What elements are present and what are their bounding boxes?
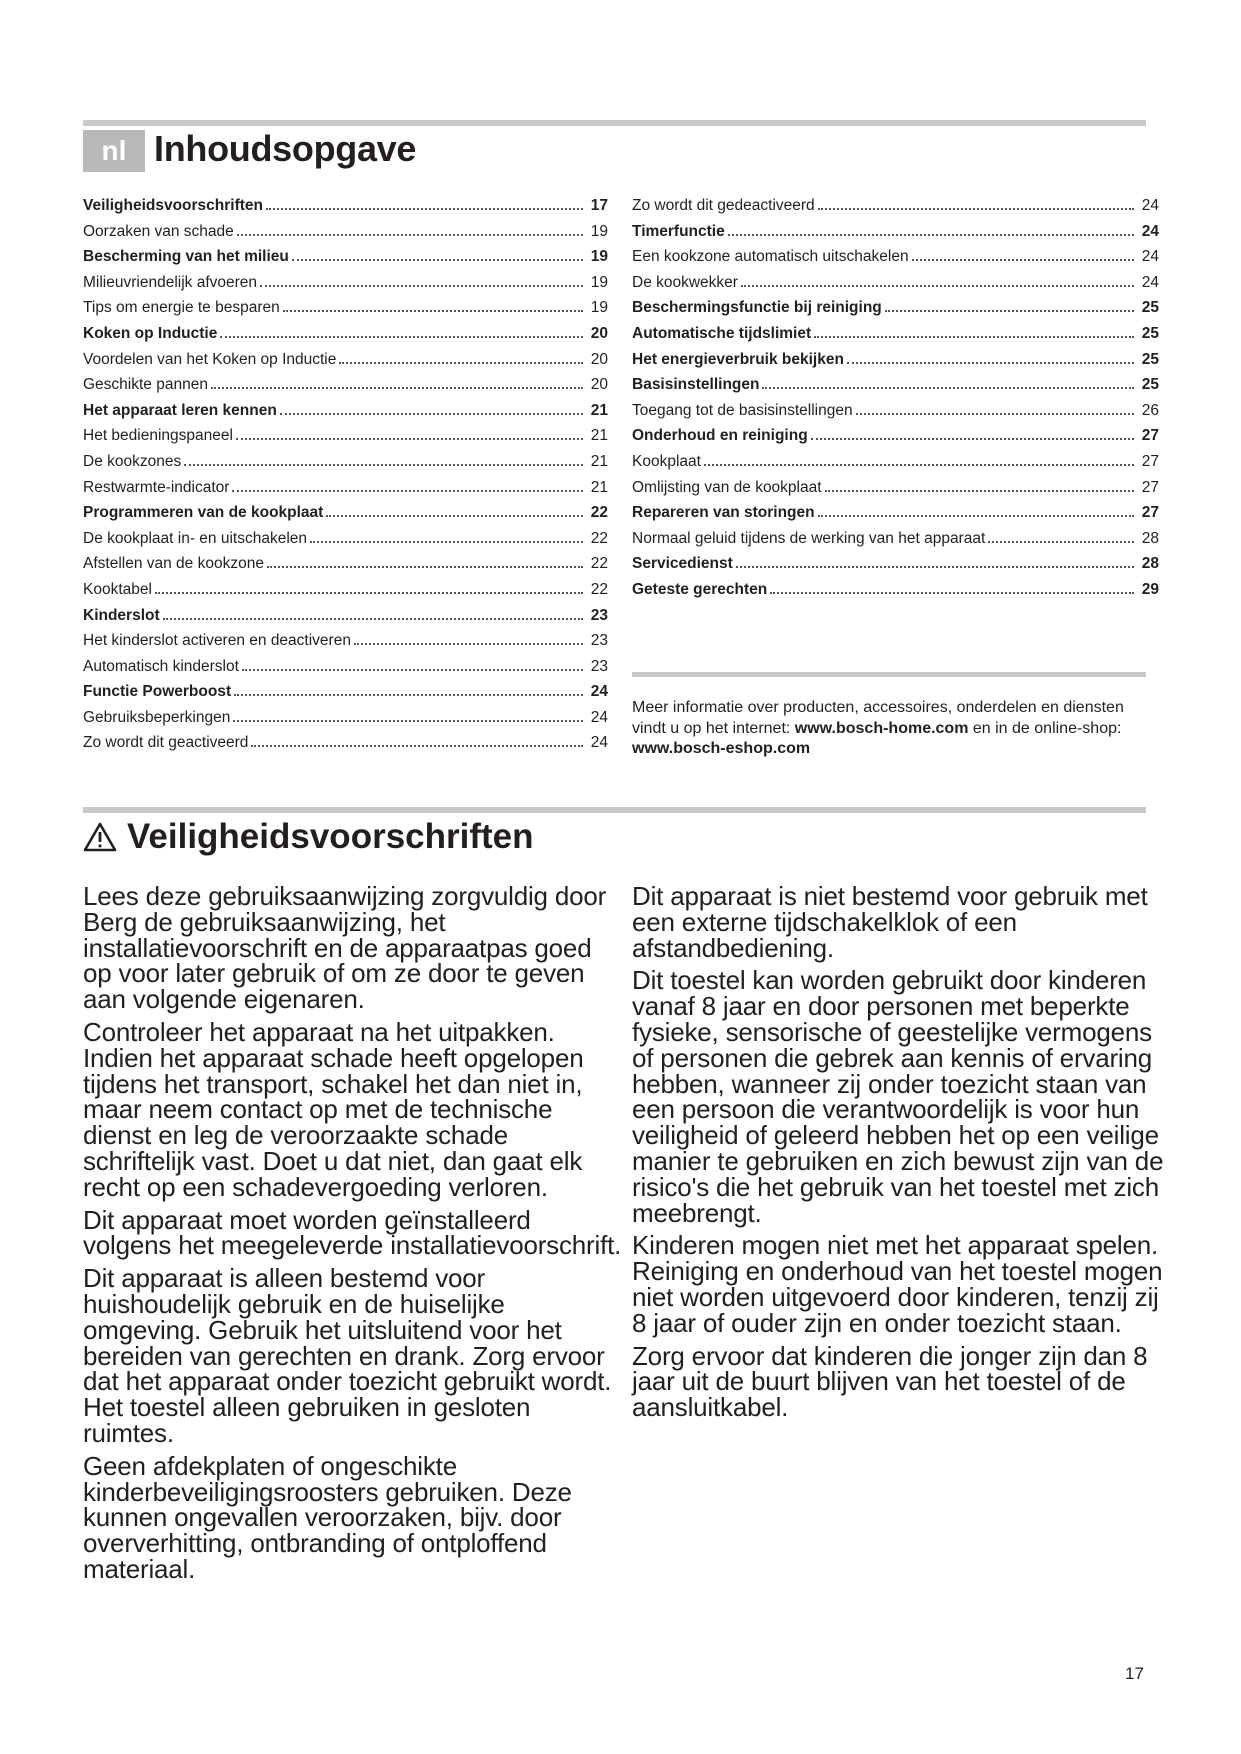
- toc-entry[interactable]: [83, 657, 608, 683]
- safety-title-text: Veiligheidsvoorschriften: [127, 817, 534, 856]
- toc-entry-label: Afstellen van de kookzone: [83, 555, 264, 573]
- toc-dot-leader: [211, 375, 583, 389]
- toc-dot-leader: [242, 657, 583, 671]
- toc-entry-page: 22: [590, 555, 608, 573]
- toc-entry-label: Normaal geluid tijdens de werking van het apparaat: [632, 529, 986, 547]
- toc-entry-page: 24: [1141, 222, 1159, 240]
- toc-dot-leader: [814, 324, 1134, 338]
- toc-right-column: [632, 196, 1159, 606]
- toc-entry-label: Servicedienst: [632, 555, 733, 573]
- toc-entry-label: Repareren van storingen: [632, 504, 815, 522]
- toc-entry-label: Oorzaken van schade: [83, 222, 234, 240]
- toc-entry-page: 17: [590, 197, 608, 214]
- toc-entry-page: 19: [590, 273, 608, 291]
- toc-entry[interactable]: [83, 426, 608, 452]
- toc-entry[interactable]: [83, 708, 608, 734]
- toc-entry-page: 22: [590, 529, 608, 547]
- toc-entry-label: Het kinderslot activeren en deactiveren: [83, 632, 351, 650]
- toc-entry[interactable]: [83, 298, 608, 324]
- web-link-eshop[interactable]: www.bosch-eshop.com: [632, 740, 811, 757]
- toc-entry-label: Zo wordt dit gedeactiveerd: [632, 197, 815, 214]
- toc-dot-leader: [912, 247, 1134, 261]
- toc-dot-leader: [236, 426, 583, 440]
- toc-entry-label: Het energieverbruik bekijken: [632, 350, 844, 368]
- toc-entry[interactable]: [632, 580, 1159, 606]
- toc-dot-leader: [184, 452, 583, 466]
- toc-dot-leader: [728, 222, 1134, 236]
- toc-entry-label: Het bedieningspaneel: [83, 427, 233, 445]
- toc-entry-page: 24: [590, 734, 608, 752]
- toc-entry[interactable]: [83, 478, 608, 504]
- section-divider: [83, 807, 1146, 813]
- toc-entry-page: 23: [590, 606, 608, 624]
- safety-paragraph: Lees deze gebruiksaanwijzing zorgvuldig door Berg de gebruiksaanwijzing, het installatievoorschrift en de apparaatpas goed op voor later gebruik of om ze door te geven aan volgende eigenaren.: [83, 881, 607, 1015]
- toc-entry-page: 21: [590, 452, 608, 470]
- toc-entry[interactable]: [632, 247, 1159, 273]
- toc-entry-label: Geschikte pannen: [83, 376, 208, 394]
- toc-entry-label: Geteste gerechten: [632, 580, 768, 598]
- toc-dot-leader: [155, 580, 583, 594]
- toc-dot-leader: [233, 708, 583, 722]
- toc-dot-leader: [234, 682, 583, 696]
- toc-entry[interactable]: [632, 298, 1159, 324]
- toc-entry-page: 25: [1141, 350, 1159, 368]
- top-divider: [83, 120, 1146, 126]
- toc-entry-page: 27: [1141, 452, 1159, 470]
- toc-entry-label: Veiligheidsvoorschriften: [83, 197, 264, 214]
- toc-entry-label: Gebruiksbeperkingen: [83, 708, 231, 726]
- toc-entry-label: Timerfunctie: [632, 222, 725, 240]
- toc-dot-leader: [220, 324, 583, 338]
- toc-entry-page: 28: [1141, 529, 1159, 547]
- web-note: [632, 698, 1142, 760]
- toc-dot-leader: [811, 426, 1134, 440]
- toc-entry[interactable]: [83, 682, 608, 708]
- toc-dot-leader: [762, 375, 1134, 389]
- safety-paragraph: Kinderen mogen niet met het apparaat spelen. Reiniging en onderhoud van het toestel mogen niet worden uitgevoerd door kinderen, tenzij zij 8 jaar of ouder zijn en onder toezicht staan.: [632, 1230, 1163, 1338]
- toc-entry-page: 19: [590, 248, 608, 266]
- toc-entry-label: Automatisch kinderslot: [83, 657, 239, 675]
- toc-entry-page: 23: [590, 632, 608, 650]
- toc-entry-label: Onderhoud en reiniging: [632, 427, 808, 445]
- toc-entry-page: 25: [1141, 324, 1159, 342]
- safety-paragraph: Dit toestel kan worden gebruikt door kinderen vanaf 8 jaar en door personen met beperkte fysieke, sensorische of geestelijke vermogens of personen die gebrek aan kennis of ervaring hebben, wanneer zij onder toezicht staan van een persoon die verantwoordelijk is voor hun veiligheid of geleerd hebben het op een veilige manier te gebruiken en zich bewust zijn van de risico's die het gebruik van het toestel met zich meebrengt.: [632, 965, 1164, 1228]
- toc-dot-leader: [770, 580, 1134, 594]
- toc-entry-page: 20: [590, 376, 608, 394]
- toc-entry-page: 24: [1141, 273, 1159, 291]
- toc-dot-leader: [885, 298, 1134, 312]
- web-note-divider: [632, 672, 1146, 677]
- toc-dot-leader: [988, 529, 1134, 543]
- toc-entry[interactable]: [632, 478, 1159, 504]
- toc-dot-leader: [326, 503, 583, 517]
- toc-entry-page: 28: [1141, 555, 1159, 573]
- toc-entry-label: Kinderslot: [83, 606, 160, 624]
- warning-triangle-icon: [83, 822, 117, 852]
- toc-entry[interactable]: [83, 375, 608, 401]
- toc-entry-page: 29: [1141, 580, 1159, 598]
- toc-entry-page: 25: [1141, 299, 1159, 317]
- toc-entry[interactable]: [632, 401, 1159, 427]
- toc-entry-label: Bescherming van het milieu: [83, 248, 289, 266]
- language-tab: nl: [83, 130, 145, 172]
- toc-entry[interactable]: [83, 733, 608, 759]
- toc-dot-leader: [266, 196, 583, 210]
- toc-entry[interactable]: [632, 273, 1159, 299]
- toc-entry-page: 27: [1141, 478, 1159, 496]
- toc-entry-page: 24: [590, 708, 608, 726]
- toc-entry[interactable]: [83, 631, 608, 657]
- web-note-text-2: en in de online-shop:: [968, 719, 1122, 737]
- toc-entry-label: Programmeren van de kookplaat: [83, 504, 324, 522]
- toc-entry-page: 21: [590, 478, 608, 496]
- safety-paragraph: Geen afdekplaten of ongeschikte kinderbeveiligingsroosters gebruiken. Deze kunnen ongevallen veroorzaken, bijv. door oververhitting, ontbranding of ontploffend materiaal.: [83, 1450, 572, 1584]
- page-number: 17: [1125, 1664, 1144, 1683]
- toc-entry-page: 22: [590, 504, 608, 522]
- toc-dot-leader: [354, 631, 583, 645]
- toc-entry-page: 27: [1141, 504, 1159, 522]
- toc-dot-leader: [237, 222, 583, 236]
- toc-entry-label: Beschermingsfunctie bij reiniging: [632, 299, 882, 317]
- toc-entry-label: Basisinstellingen: [632, 376, 760, 394]
- toc-entry[interactable]: [83, 580, 608, 606]
- toc-entry-page: 20: [590, 324, 608, 342]
- toc-entry-label: Voordelen van het Koken op Inductie: [83, 350, 337, 368]
- toc-entry-page: 27: [1141, 427, 1159, 445]
- safety-paragraph: Dit apparaat is niet bestemd voor gebruik met een externe tijdschakelklok of een afstandbediening.: [632, 881, 1148, 963]
- toc-entry[interactable]: [632, 426, 1159, 452]
- safety-paragraph: Dit apparaat is alleen bestemd voor huishoudelijk gebruik en de huiselijke omgeving. Gebruik het uitsluitend voor het bereiden van gerechten en drank. Zorg ervoor dat het apparaat onder toezicht gebruikt wordt. Het toestel alleen gebruiken in gesloten ruimtes.: [83, 1263, 612, 1448]
- toc-entry-label: Automatische tijdslimiet: [632, 324, 812, 342]
- toc-entry[interactable]: [632, 350, 1159, 376]
- toc-dot-leader: [232, 478, 583, 492]
- toc-entry[interactable]: [83, 350, 608, 376]
- safety-right-column: [632, 881, 1172, 1428]
- toc-dot-leader: [251, 733, 583, 747]
- toc-entry[interactable]: [83, 273, 608, 299]
- toc-entry-page: 22: [590, 580, 608, 598]
- toc-dot-leader: [339, 350, 583, 364]
- toc-entry-label: Het apparaat leren kennen: [83, 401, 277, 419]
- toc-dot-leader: [818, 196, 1134, 210]
- toc-dot-leader: [856, 401, 1134, 415]
- toc-entry-label: Kookplaat: [632, 452, 701, 470]
- toc-entry[interactable]: [83, 503, 608, 529]
- toc-entry-label: Koken op Inductie: [83, 324, 218, 342]
- toc-entry[interactable]: [632, 222, 1159, 248]
- toc-entry-page: 24: [1141, 248, 1159, 266]
- toc-dot-leader: [283, 298, 583, 312]
- toc-entry[interactable]: [83, 554, 608, 580]
- toc-entry-label: Functie Powerboost: [83, 683, 232, 701]
- web-link-home[interactable]: www.bosch-home.com: [794, 719, 969, 737]
- toc-dot-leader: [310, 529, 583, 543]
- toc-entry-page: 24: [1141, 197, 1159, 214]
- toc-entry[interactable]: [632, 554, 1159, 580]
- toc-entry[interactable]: [632, 375, 1159, 401]
- toc-entry[interactable]: [83, 606, 608, 632]
- toc-dot-leader: [736, 554, 1134, 568]
- toc-dot-leader: [825, 478, 1134, 492]
- toc-entry[interactable]: [83, 452, 608, 478]
- toc-entry-label: Restwarmte-indicator: [83, 478, 230, 496]
- toc-title: Inhoudsopgave: [154, 128, 417, 169]
- toc-dot-leader: [741, 273, 1134, 287]
- toc-dot-leader: [292, 247, 583, 261]
- toc-dot-leader: [280, 401, 583, 415]
- toc-entry-page: 20: [590, 350, 608, 368]
- toc-entry-label: De kookplaat in- en uitschakelen: [83, 529, 308, 547]
- toc-entry[interactable]: [83, 324, 608, 350]
- toc-dot-leader: [818, 503, 1134, 517]
- safety-section-title: [83, 817, 534, 857]
- toc-entry-label: Een kookzone automatisch uitschakelen: [632, 248, 909, 266]
- toc-dot-leader: [704, 452, 1134, 466]
- toc-entry[interactable]: [83, 222, 608, 248]
- toc-entry[interactable]: [632, 452, 1159, 478]
- toc-entry-page: 24: [590, 683, 608, 701]
- toc-left-column: [83, 196, 608, 759]
- safety-left-column: [83, 881, 623, 1590]
- toc-entry-page: 25: [1141, 376, 1159, 394]
- toc-entry-label: Zo wordt dit geactiveerd: [83, 734, 249, 752]
- toc-entry[interactable]: [632, 503, 1159, 529]
- toc-entry-label: Kooktabel: [83, 580, 152, 598]
- toc-entry-page: 21: [590, 427, 608, 445]
- toc-entry-label: Omlijsting van de kookplaat: [632, 478, 822, 496]
- toc-entry-page: 19: [590, 299, 608, 317]
- safety-paragraph: Dit apparaat moet worden geïnstalleerd volgens het meegeleverde installatievoorschrift.: [83, 1204, 622, 1261]
- toc-entry-page: 19: [590, 222, 608, 240]
- toc-entry-label: De kookzones: [83, 452, 182, 470]
- toc-entry-page: 26: [1141, 401, 1159, 419]
- toc-entry[interactable]: [83, 529, 608, 555]
- toc-entry-page: 21: [590, 401, 608, 419]
- toc-dot-leader: [260, 273, 583, 287]
- toc-entry[interactable]: [632, 196, 1159, 222]
- web-note-text-1: Meer informatie over producten, accessoires, onderdelen en diensten vindt u op het internet:: [632, 699, 1124, 737]
- toc-entry[interactable]: [632, 324, 1159, 350]
- toc-entry-page: 23: [590, 657, 608, 675]
- toc-entry[interactable]: [83, 247, 608, 273]
- toc-dot-leader: [847, 350, 1134, 364]
- toc-entry[interactable]: [83, 401, 608, 427]
- toc-entry-label: Milieuvriendelijk afvoeren: [83, 273, 258, 291]
- toc-entry-label: De kookwekker: [632, 273, 738, 291]
- toc-dot-leader: [163, 606, 583, 620]
- toc-dot-leader: [267, 554, 583, 568]
- toc-entry-label: Toegang tot de basisinstellingen: [632, 401, 853, 419]
- safety-paragraph: Zorg ervoor dat kinderen die jonger zijn dan 8 jaar uit de buurt blijven van het toestel of de aansluitkabel.: [632, 1340, 1148, 1423]
- toc-entry-label: Tips om energie te besparen: [83, 299, 280, 317]
- safety-paragraph: Controleer het apparaat na het uitpakken. Indien het apparaat schade heeft opgelopen tijdens het transport, schakel het dan niet in, maar neem contact op met de technische dienst en leg de veroorzaakte schade schriftelijk vast. Doet u dat niet, dan gaat elk recht op een schadevergoeding verloren.: [83, 1016, 584, 1202]
- toc-entry[interactable]: [632, 529, 1159, 555]
- toc-entry[interactable]: [83, 196, 608, 222]
